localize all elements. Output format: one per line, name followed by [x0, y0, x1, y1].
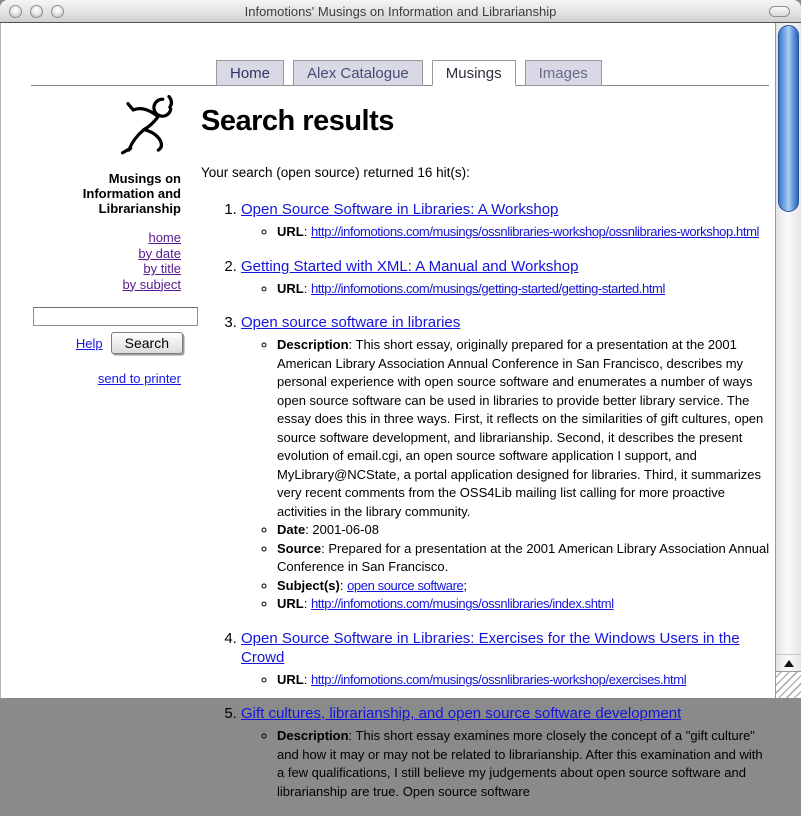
field-value: This short essay examines more closely the concept of a "gift culture" and how it may or may not be related to librarianship. After this examination and with a few qualifications, I still believe my judgements about open source software and librarianship are true. Open source software: [277, 728, 763, 799]
minimize-button[interactable]: [30, 5, 43, 18]
field-url: ◦ URL: http://infomotions.com/musings/ossnlibraries-workshop/exercises.html: [277, 671, 771, 690]
result-item: [241, 200, 771, 242]
search-input[interactable]: [33, 307, 198, 326]
field-label: Source: [277, 540, 322, 556]
page-title: Search results: [201, 105, 394, 137]
search-controls: [31, 332, 198, 354]
tab-images[interactable]: Images: [525, 60, 602, 86]
field-label: URL: [277, 596, 304, 611]
field-label: Description: [277, 728, 349, 743]
result-item: [241, 704, 771, 801]
sidebar-link-home[interactable]: home: [148, 230, 181, 245]
result-fields: [241, 727, 771, 801]
result-url-link[interactable]: http://infomotions.com/musings/ossnlibraries-workshop/ossnlibraries-workshop.html: [310, 224, 760, 239]
vertical-scrollbar[interactable]: [775, 23, 801, 698]
result-title-link[interactable]: Open source software in libraries: [241, 314, 461, 331]
field-label: URL: [277, 671, 304, 687]
sidebar-nav: [31, 230, 198, 292]
field-value: Prepared for a presentation at the 2001 American Library Association Annual Conference in San Francisco.: [277, 540, 770, 574]
site-title: Musings on Information and Librarianship: [82, 171, 181, 216]
tab-musings[interactable]: Musings: [432, 60, 516, 86]
field-value: This short essay, originally prepared for a presentation at the 2001 American Library Association Annual Conference in San Francisco, describes my personal experience with open source software and enumerates a number of ways open source software can be used in libraries to provide better library service. The essay does this in three ways. First, it reflects on the similarities of gift cultures, open source software development, and librarianship. Second, it describes the present evolution of email.cgi, an open source software application I support, and MyLibrary@NCState, a portal application designed for libraries. Third, it summarizes very recent comments from the OSS4Lib mailing list calling for more proactive activities in the library community.: [277, 337, 764, 519]
field-description: ◦ Description: This short essay, originally prepared for a presentation at the 2001 American Library Association Annual Conference in San Francisco, describes my personal experience with open source software and enumerates a number of ways open source software can be used in libraries to provide better library service. The essay does this in three ways. First, it reflects on the similarities of gift cultures, open source software development, and librarianship. Second, it describes the present evolution of email.cgi, an open source software application I support, and MyLibrary@NCState, a portal application designed for libraries. Third, it summarizes very recent comments from the OSS4Lib mailing list calling for more proactive activities in the library community.: [277, 336, 771, 521]
field-subjects: ◦ Subject(s): open source software;: [277, 577, 771, 596]
field-label: URL: [277, 224, 304, 239]
field-url: ◦ URL: http://infomotions.com/musings/ossnlibraries/index.shtml: [277, 595, 771, 614]
window-titlebar: [0, 0, 801, 23]
field-description: ◦ Description: This short essay examines more closely the concept of a "gift culture" and how it may or may not be related to librarianship. After this examination and with a few qualifications, I still believe my judgements about open source software and librarianship are true. Open source software: [277, 727, 771, 801]
field-value: 2001-06-08: [312, 522, 379, 537]
dancing-figure-icon: [103, 93, 185, 159]
tab-alex-catalogue[interactable]: Alex Catalogue: [293, 60, 423, 86]
field-label: Description: [277, 337, 349, 352]
field-url: ◦ URL: http://infomotions.com/musings/getting-started/getting-started.html: [277, 280, 771, 299]
send-to-printer-link[interactable]: send to printer: [97, 371, 181, 386]
scrollbar-thumb[interactable]: [778, 25, 799, 212]
result-fields: [241, 223, 771, 242]
result-title-link[interactable]: Getting Started with XML: A Manual and Workshop: [241, 257, 579, 275]
result-url-link[interactable]: http://infomotions.com/musings/getting-started/getting-started.html: [310, 280, 665, 296]
close-button[interactable]: [9, 5, 22, 18]
triangle-up-icon: [784, 660, 794, 667]
scroll-up-button[interactable]: [776, 654, 801, 672]
window-title: Infomotions' Musings on Information and Librarianship: [244, 3, 557, 19]
result-item: [241, 257, 771, 299]
toolbar-pill-button[interactable]: [769, 6, 790, 17]
page-body: [0, 23, 801, 799]
result-item: [241, 313, 771, 614]
sidebar-link-by-date[interactable]: by date: [138, 245, 181, 261]
field-label: Subject(s): [277, 577, 340, 593]
field-source: ◦ Source: Prepared for a presentation at the 2001 American Library Association Annual Conference in San Francisco.: [277, 540, 771, 577]
tab-home[interactable]: Home: [216, 60, 284, 86]
window-controls: [9, 5, 64, 18]
zoom-button[interactable]: [51, 5, 64, 18]
subject-link[interactable]: open source software: [347, 577, 464, 593]
print-link-row: [31, 371, 198, 386]
result-title-link[interactable]: Gift cultures, librarianship, and open source software development: [241, 705, 682, 722]
result-fields: [241, 671, 771, 690]
results-list: [201, 200, 771, 801]
search-button[interactable]: Search: [111, 332, 183, 354]
site-tabs: [216, 60, 602, 86]
search-summary: Your search (open source) returned 16 hit(s):: [201, 165, 470, 180]
sidebar: [31, 93, 198, 386]
result-item: [241, 629, 771, 690]
page-content: [1, 23, 775, 799]
field-label: URL: [277, 280, 304, 296]
resize-grip-icon[interactable]: [776, 671, 801, 698]
main-content: [201, 100, 771, 816]
result-fields: [241, 280, 771, 299]
result-title-link[interactable]: Open Source Software in Libraries: A Workshop: [241, 201, 559, 218]
field-suffix: ;: [463, 577, 467, 593]
field-url: ◦ URL: http://infomotions.com/musings/ossnlibraries-workshop/ossnlibraries-workshop.html: [277, 223, 771, 242]
help-link[interactable]: Help: [75, 335, 103, 351]
sidebar-link-by-title[interactable]: by title: [143, 261, 181, 276]
result-title-link[interactable]: Open Source Software in Libraries: Exercises for the Windows Users in the Crowd: [241, 629, 740, 666]
result-url-link[interactable]: http://infomotions.com/musings/ossnlibraries-workshop/exercises.html: [310, 671, 687, 687]
field-label: Date: [277, 522, 306, 537]
site-logo: [31, 93, 198, 159]
sidebar-link-by-subject[interactable]: by subject: [122, 276, 181, 292]
field-date: ◦ Date: 2001-06-08: [277, 521, 771, 540]
result-url-link[interactable]: http://infomotions.com/musings/ossnlibraries/index.shtml: [310, 596, 614, 611]
result-fields: [241, 336, 771, 614]
